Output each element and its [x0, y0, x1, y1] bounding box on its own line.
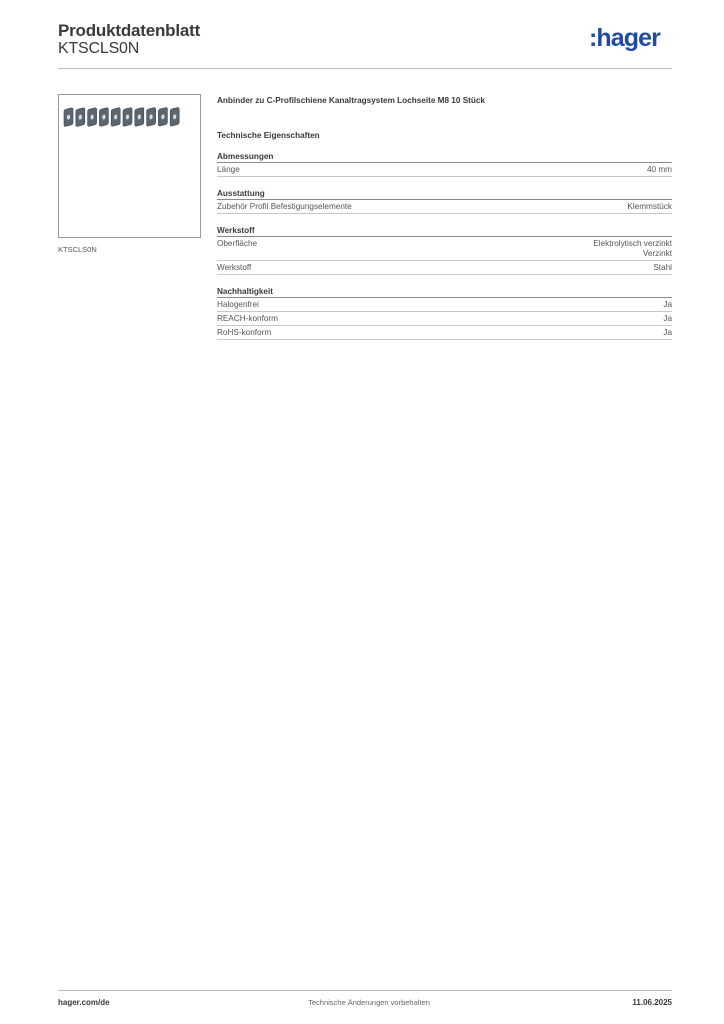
hager-logo: :hager	[589, 24, 661, 52]
property-label: Halogenfrei	[217, 300, 259, 309]
clamp-piece	[158, 107, 167, 126]
page-title: Produktdatenblatt	[58, 21, 201, 40]
property-value: Ja	[663, 314, 672, 323]
property-row	[217, 326, 672, 340]
technical-properties-heading: Technische Eigenschaften	[217, 131, 320, 140]
property-row	[217, 163, 672, 177]
property-row	[217, 237, 672, 261]
section-title: Ausstattung	[217, 189, 672, 200]
property-row	[217, 200, 672, 214]
property-value: Ja	[663, 328, 672, 337]
property-row	[217, 298, 672, 312]
section-ausstattung	[217, 189, 672, 214]
clamp-piece	[88, 107, 97, 126]
footer-note: Technische Änderungen vorbehalten	[308, 998, 430, 1007]
image-caption: KTSCLS0N	[58, 245, 97, 254]
property-label: RoHS-konform	[217, 328, 272, 337]
property-row	[217, 312, 672, 326]
footer-divider	[58, 990, 672, 991]
clamp-pieces-icon	[59, 95, 200, 237]
section-abmessungen	[217, 152, 672, 177]
property-label: Oberfläche	[217, 239, 258, 248]
clamp-piece	[111, 107, 120, 126]
property-value: Elektrolytisch verzinkt Verzinkt	[593, 239, 672, 258]
clamp-piece	[170, 107, 179, 126]
clamp-piece	[64, 108, 73, 127]
property-label: Zubehör Profil Befestigungselemente	[217, 202, 352, 211]
product-content	[217, 96, 672, 352]
product-image	[58, 94, 201, 238]
footer-website[interactable]: hager.com/de	[58, 998, 110, 1007]
clamp-piece	[99, 107, 108, 126]
property-value: Klemmstück	[627, 202, 672, 211]
property-label: Länge	[217, 165, 240, 174]
section-nachhaltigkeit	[217, 287, 672, 340]
footer-date: 11.06.2025	[632, 998, 672, 1007]
property-value: Ja	[663, 300, 672, 309]
section-title: Werkstoff	[217, 226, 672, 237]
property-label: REACH-konform	[217, 314, 278, 323]
section-werkstoff	[217, 226, 672, 275]
property-row	[217, 261, 672, 275]
article-number: KTSCLS0N	[58, 40, 140, 57]
clamp-piece	[76, 107, 85, 126]
section-title: Abmessungen	[217, 152, 672, 163]
property-value: 40 mm	[646, 165, 672, 174]
property-label: Werkstoff	[217, 263, 252, 272]
clamp-piece	[147, 107, 156, 126]
property-sections	[217, 152, 672, 340]
clamp-piece	[123, 107, 132, 126]
clamp-piece	[135, 107, 144, 126]
property-value: Stahl	[653, 263, 672, 272]
section-title: Nachhaltigkeit	[217, 287, 672, 298]
product-description: Anbinder zu C-Profilschiene Kanaltragsystem Lochseite M8 10 Stück	[217, 96, 485, 105]
header-divider	[58, 68, 672, 69]
